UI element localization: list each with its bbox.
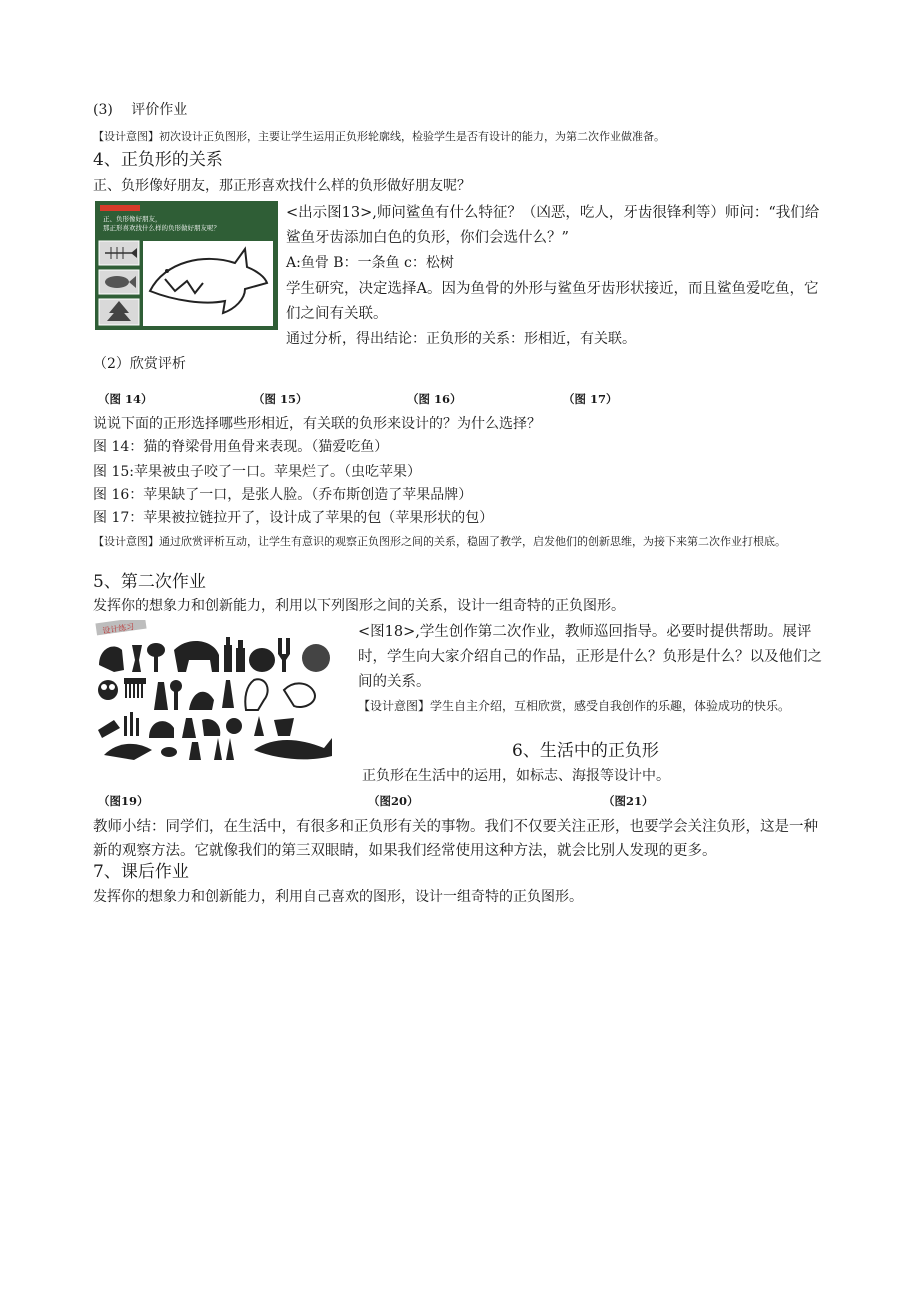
shark-slide-image (95, 201, 278, 330)
section-5-heading: 5、第二次作业 (93, 572, 206, 592)
section-5-intro: 发挥你的想象力和创新能力，利用以下列图形之间的关系，设计一组奇特的正负图形。 (93, 598, 625, 614)
section-4-analysis: 学生研究，决定选择A。因为鱼骨的外形与鲨鱼牙齿形状接近，而且鲨鱼爱吃鱼，它们之间有关联。 (286, 281, 819, 322)
caption-figure-16: （图 16） (407, 392, 462, 406)
section-6-heading: 6、生活中的正负形 (512, 741, 659, 761)
caption-figure-15: （图 15） (253, 392, 308, 406)
section-4-heading: 4、正负形的关系 (93, 150, 223, 170)
caption-figure-19: （图19） (98, 794, 149, 808)
slide-text-line-2: 那正形喜欢找什么样的负形做好朋友呢？ (103, 224, 220, 232)
section-4-options: A:鱼骨 B：一条鱼 c：松树 (286, 255, 454, 271)
silhouette-collage-image (94, 620, 350, 763)
appreciation-question: 说说下面的正形选择哪些形相近，有关联的负形来设计的？为什么选择？ (93, 416, 541, 432)
caption-figure-21: （图21） (603, 794, 654, 808)
section-5-design-note: 【设计意图】学生自主介绍，互相欣赏，感受自我创作的乐趣，体验成功的快乐。 (358, 699, 791, 713)
slide-text-line-1: 正、负形像好朋友， (103, 215, 162, 223)
appreciation-title: （2）欣赏评析 (93, 356, 186, 372)
section-4-conclusion: 通过分析，得出结论：正负形的关系：形相近，有关联。 (286, 331, 636, 347)
section-4-intro: 正、负形像好朋友，那正形喜欢找什么样的负形做好朋友呢？ (93, 178, 471, 194)
appreciation-item-16: 图 16：苹果缺了一口，是张人脸。（乔布斯创造了苹果品牌） (93, 487, 473, 503)
caption-figure-20: （图20） (368, 794, 419, 808)
appreciation-design-note: 【设计意图】通过欣赏评析互动，让学生有意识的观察正负图形之间的关系，稳固了教学，启发他们的创新思维，为接下来第二次作业打根底。 (93, 535, 786, 548)
teacher-summary: 教师小结：同学们，在生活中，有很多和正负形有关的事物。我们不仅要关注正形，也要学会关注负形，这是一种新的观察方法。它就像我们的第三双眼睛，如果我们经常使用这种方法，就会比别人发现的更多。 (93, 819, 818, 859)
appreciation-item-14: 图 14：猫的脊梁骨用鱼骨来表现。（猫爱吃鱼） (93, 439, 389, 455)
appreciation-item-15: 图 15:苹果被虫子咬了一口。苹果烂了。（虫吃苹果） (93, 464, 421, 480)
figure-13-description: <出示图13>,师问鲨鱼有什么特征？（凶恶，吃人，牙齿很锋利等）师问：“我们给鲨鱼牙齿添加白色的负形，你们会选什么？” (286, 205, 820, 246)
caption-figure-14: （图 14） (98, 392, 153, 406)
caption-figure-17: （图 17） (563, 392, 618, 406)
figure-18-description: <图18>,学生创作第二次作业，教师巡回指导。必要时提供帮助。展评时，学生向大家介绍自己的作品，正形是什么？负形是什么？以及他们之间的关系。 (358, 624, 822, 690)
section-3-title: (3) 评价作业 (93, 102, 188, 118)
section-6-intro: 正负形在生活中的运用，如标志、海报等设计中。 (362, 768, 670, 784)
appreciation-item-17: 图 17：苹果被拉链拉开了，设计成了苹果的包（苹果形状的包） (93, 510, 494, 526)
figure-18-silhouette-collage (94, 620, 350, 763)
section-3-design-note: 【设计意图】初次设计正负图形，主要让学生运用正负形轮廓线，检验学生是否有设计的能力，为第二次作业做准备。 (93, 130, 665, 143)
collage-label: 设计练习 (101, 622, 135, 636)
section-7-text: 发挥你的想象力和创新能力，利用自己喜欢的图形，设计一组奇特的正负图形。 (93, 889, 583, 905)
figure-13-shark-slide (95, 201, 278, 330)
section-7-heading: 7、课后作业 (93, 862, 189, 882)
